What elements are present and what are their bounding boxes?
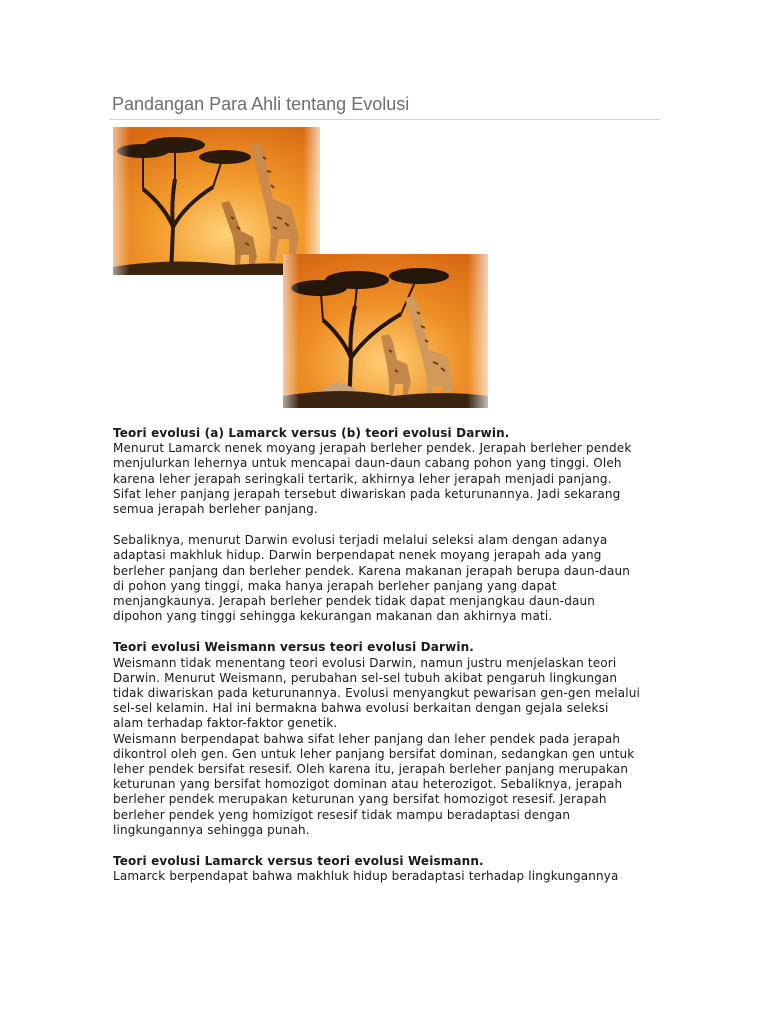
- body-text-line: semua jerapah berleher panjang.: [113, 502, 318, 517]
- body-text-line: berleher pendek merupakan keturunan yang bersifat homozigot resesif. Jerapah: [113, 792, 607, 807]
- giraffe-sunset-image: [283, 254, 488, 408]
- body-text-line: menjulurkan lehernya untuk mencapai daun-daun cabang pohon yang tinggi. Oleh: [113, 456, 622, 471]
- body-text-line: adaptasi makhluk hidup. Darwin berpendapat nenek moyang jerapah ada yang: [113, 548, 602, 563]
- body-text-line: karena leher jerapah seringkali tertarik, akhirnya leher jerapah menjadi panjang.: [113, 471, 612, 486]
- paragraph-gap: [113, 517, 673, 533]
- body-text-line: tidak diwariskan pada keturunannya. Evolusi menyangkut pewarisan gen-gen melalui: [113, 686, 640, 701]
- body-text-line: dipohon yang tinggi sehingga kekurangan makanan dan akhirnya mati.: [113, 609, 553, 624]
- body-text-line: menjangkaunya. Jerapah berleher pendek tidak dapat menjangkau daun-daun: [113, 594, 596, 609]
- body-text-line: lingkungannya sehingga punah.: [113, 822, 310, 837]
- body-text-line: Sebaliknya, menurut Darwin evolusi terjadi melalui seleksi alam dengan adanya: [113, 533, 608, 548]
- body-text-line: sel-sel kelamin. Hal ini bermakna bahwa evolusi berkaitan dengan gejala seleksi: [113, 701, 609, 716]
- giraffe-sunset-image: [113, 127, 320, 275]
- body-text-line: Lamarck berpendapat bahwa makhluk hidup beradaptasi terhadap lingkungannya: [113, 869, 619, 884]
- body-text-line: Darwin. Menurut Weismann, perubahan sel-sel tubuh akibat pengaruh lingkungan: [113, 670, 618, 685]
- figure-darwin-giraffes: [283, 254, 488, 408]
- body-text-line: Weismann berpendapat bahwa sifat leher panjang dan leher pendek pada jerapah: [113, 731, 621, 746]
- body-text-line: keturunan yang bersifat homozigot dominan atau heterozigot. Sebaliknya, jerapah: [113, 777, 623, 792]
- body-text-line: dikontrol oleh gen. Gen untuk leher panjang bersifat dominan, sedangkan gen untuk: [113, 746, 635, 761]
- body-text-line: alam terhadap faktor-faktor genetik.: [113, 716, 338, 731]
- section-heading: Teori evolusi Lamarck versus teori evolusi Weismann.: [113, 854, 484, 869]
- body-text-line: berleher pendek yeng homizigot resesif tidak mampu beradaptasi dengan: [113, 807, 571, 822]
- page-title: Pandangan Para Ahli tentang Evolusi: [112, 94, 410, 114]
- section-heading: Teori evolusi Weismann versus teori evolusi Darwin.: [113, 640, 474, 655]
- section-gap: [113, 838, 673, 854]
- body-text-line: Sifat leher panjang jerapah tersebut diwariskan pada keturunannya. Jadi sekarang: [113, 486, 621, 501]
- section-heading: Teori evolusi (a) Lamarck versus (b) teori evolusi Darwin.: [113, 426, 510, 440]
- body-text-line: berleher panjang dan berleher pendek. Karena makanan jerapah berupa daun-daun: [113, 563, 630, 578]
- body-text-line: leher pendek bersifat resesif. Oleh karena itu, jerapah berleher panjang merupakan: [113, 762, 629, 777]
- section-gap: [113, 624, 673, 640]
- body-text-line: di pohon yang tinggi, maka hanya jerapah berleher panjang yang dapat: [113, 578, 557, 593]
- figure-lamarck-giraffes: [113, 127, 320, 275]
- title-divider: [109, 119, 660, 120]
- body-text-line: Weismann tidak menentang teori evolusi Darwin, namun justru menjelaskan teori: [113, 655, 617, 670]
- document-body: [113, 426, 673, 884]
- body-text-line: Menurut Lamarck nenek moyang jerapah berleher pendek. Jerapah berleher pendek: [113, 441, 632, 456]
